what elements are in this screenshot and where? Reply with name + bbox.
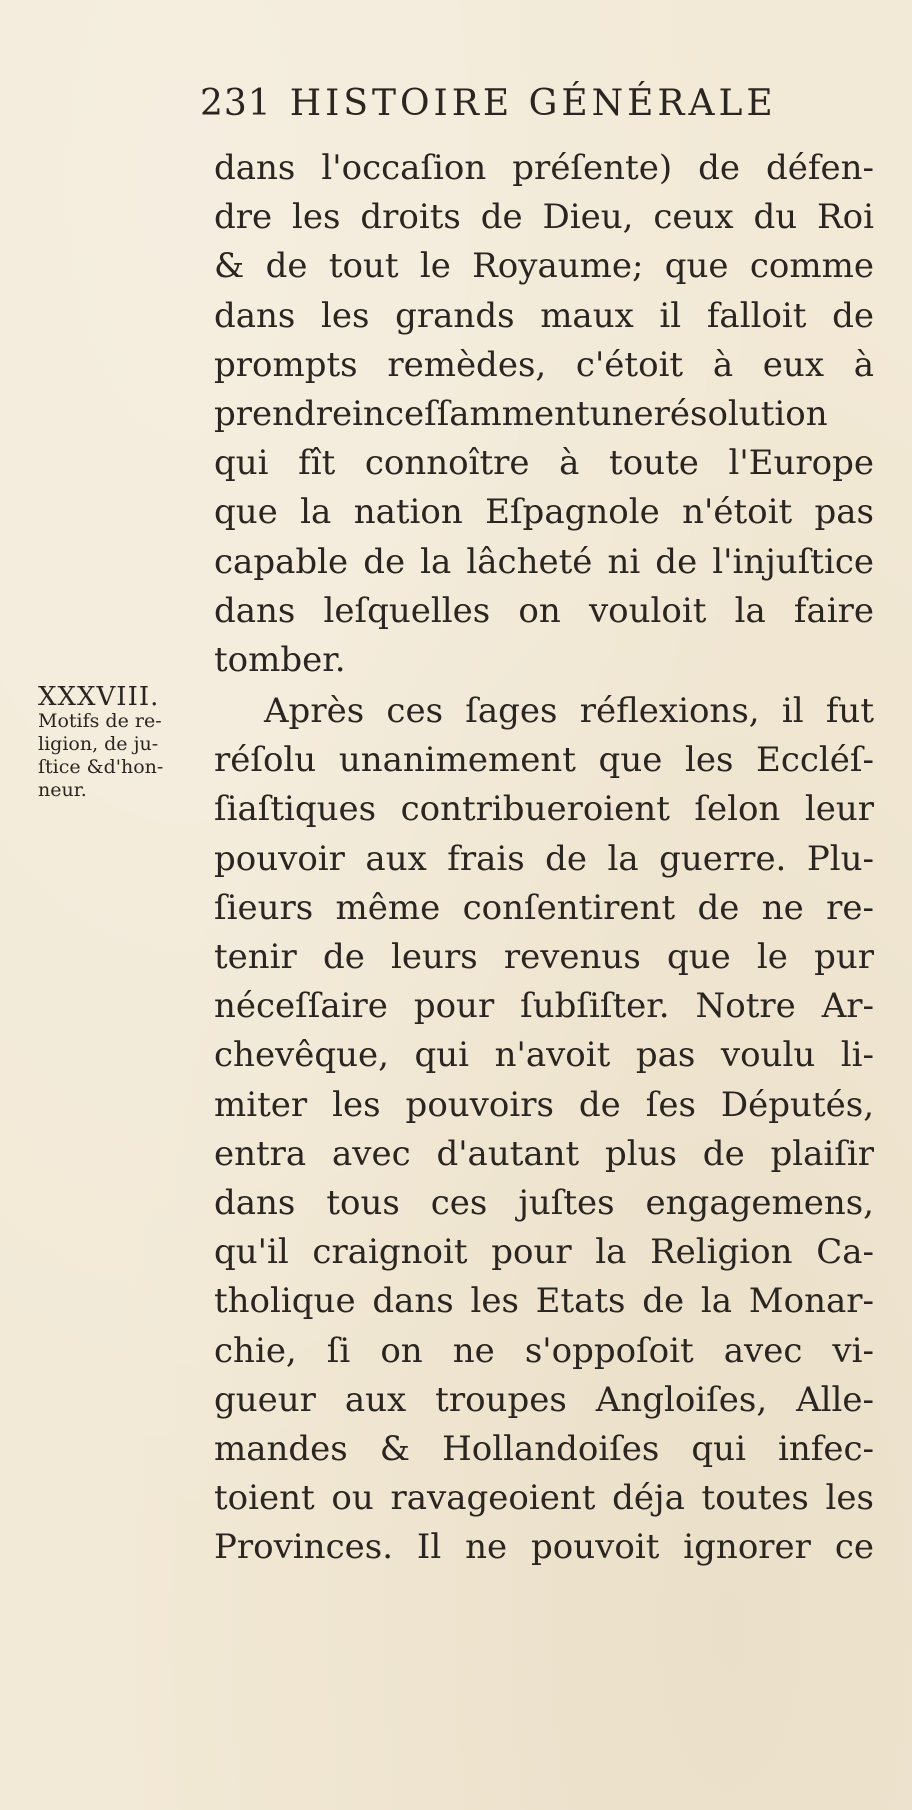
- text-line: toient ou ravageoient déja toutes les: [214, 1478, 874, 1519]
- text-line: pouvoir aux frais de la guerre. Plu-: [214, 838, 874, 879]
- text-line: gueur aux troupes Angloiſes, Alle-: [214, 1379, 874, 1420]
- text-line: dans tous ces juſtes engagemens,: [214, 1182, 874, 1223]
- body-text: [214, 144, 874, 1572]
- running-title: HISTOIRE GÉNÉRALE: [289, 83, 777, 124]
- text-line: tomber.: [214, 639, 346, 680]
- text-line: chie, ſi on ne s'oppoſoit avec vi-: [214, 1330, 874, 1371]
- text-line: néceſſaire pour ſubſiſter. Notre Ar-: [214, 986, 874, 1027]
- margin-note-line: ligion, de ju-: [38, 733, 159, 755]
- text-line: dre les droits de Dieu, ceux du Roi: [214, 197, 874, 238]
- text-line: que la nation Eſpagnole n'étoit pas: [214, 492, 874, 533]
- text-line: & de tout le Royaume; que comme: [214, 246, 874, 287]
- running-header: [200, 78, 840, 130]
- text-line: dans leſquelles on vouloit la faire: [214, 590, 874, 631]
- text-line: prendreinceſſammentunerésolution: [214, 393, 828, 434]
- margin-note-line: neur.: [38, 779, 87, 801]
- text-line: Après ces ſages réflexions, il fut: [264, 691, 874, 732]
- margin-note-line: Motifs de re-: [38, 710, 162, 732]
- text-line: miter les pouvoirs de ſes Députés,: [214, 1084, 874, 1125]
- text-line: Provinces. Il ne pouvoit ignorer ce: [214, 1527, 874, 1568]
- text-line: capable de la lâcheté ni de l'injuſtice: [214, 541, 874, 582]
- margin-note: [38, 684, 213, 802]
- text-line: dans les grands maux il falloit de: [214, 295, 874, 336]
- section-number: XXXVIII.: [38, 682, 160, 712]
- text-line: prompts remèdes, c'étoit à eux à: [214, 344, 874, 385]
- margin-note-line: ſtice &d'hon-: [38, 756, 164, 778]
- text-line: ſiaſtiques contribueroient ſelon leur: [214, 789, 874, 830]
- page-number: 231: [200, 83, 272, 124]
- text-line: réſolu unanimement que les Eccléſ-: [214, 740, 874, 781]
- text-line: chevêque, qui n'avoit pas voulu li-: [214, 1035, 874, 1076]
- text-line: qui fît connoître à toute l'Europe: [214, 443, 874, 484]
- text-line: mandes & Hollandoiſes qui infec-: [214, 1428, 874, 1469]
- text-line: qu'il craignoit pour la Religion Ca-: [214, 1232, 874, 1273]
- text-line: tholique dans les Etats de la Monar-: [214, 1281, 874, 1322]
- text-line: ſieurs même conſentirent de ne re-: [214, 887, 874, 928]
- text-line: tenir de leurs revenus que le pur: [214, 937, 874, 977]
- text-line: dans l'occaſion préſente) de défen-: [214, 148, 874, 188]
- text-line: entra avec d'autant plus de plaiſir: [214, 1133, 874, 1174]
